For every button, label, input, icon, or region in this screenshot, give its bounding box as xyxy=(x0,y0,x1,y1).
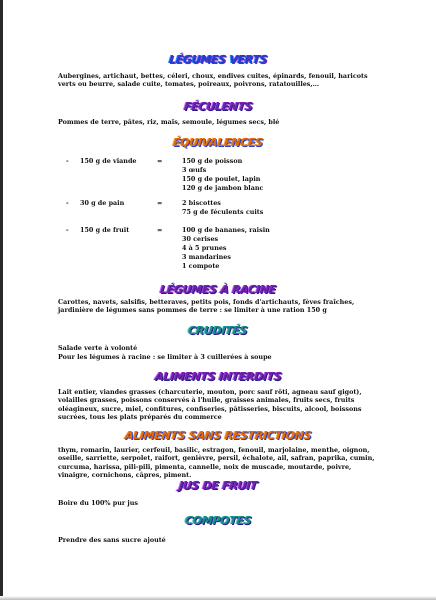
equivalence-dash: - xyxy=(66,226,69,234)
paragraph-aliments-interdits: Lait entier, viandes grasses (charcuterie, mouton, porc sauf rôti, agneau sauf gigot), volailles grasses, poissons conservés à l'huile, graisses animales, fruits secs, fruits oléagineux, sucre, miel, confitures, confiseries, pâtisseries, biscuits, alcool, boissons sucrées, tous les plats préparés du commerce xyxy=(58,388,362,422)
equivalence-value: 4 à 5 prunes xyxy=(182,244,227,252)
paragraph-feculents: Pommes de terre, pâtes, riz, maïs, semoule, légumes secs, blé xyxy=(58,118,280,126)
heading-legumes-racine: LÉGUMES À RACINE xyxy=(159,283,277,296)
equivalence-value: 150 g de poulet, lapin xyxy=(182,175,261,183)
heading-jus-de-fruit: JUS DE FRUIT xyxy=(178,479,258,492)
heading-crudites: CRUDITÉS xyxy=(187,324,249,337)
equivalence-equals: = xyxy=(157,199,163,207)
equivalence-value: 1 compote xyxy=(182,262,220,270)
paragraph-crudites-1: Salade verte à volonté xyxy=(58,344,138,352)
heading-compotes: COMPOTES xyxy=(184,514,252,527)
paragraph-crudites-2: Pour les légumes à racine : se limiter à 3 cuillerées à soupe xyxy=(58,353,272,361)
paragraph-legumes-verts: Aubergines, artichaut, bettes, céleri, choux, endives cuites, épinards, fenouil, haricots verts ou beurre, salade cuite, tomates, poireaux, poivrons, ratatouilles,… xyxy=(58,72,368,89)
heading-aliments-sans-restrictions: ALIMENTS SANS RESTRICTIONS xyxy=(124,429,312,442)
equivalence-dash: - xyxy=(66,199,69,207)
equivalence-value: 75 g de féculents cuits xyxy=(182,208,264,216)
equivalence-value: 100 g de bananes, raisin xyxy=(182,226,270,234)
scan-edge-bottom xyxy=(0,596,436,600)
heading-equivalences: ÉQUIVALENCES xyxy=(172,136,264,149)
equivalence-label: 150 g de fruit xyxy=(80,226,130,234)
equivalence-value: 120 g de jambon blanc xyxy=(182,184,264,192)
equivalence-value: 30 cerises xyxy=(182,235,219,243)
paragraph-jus-de-fruit: Boire du 100% pur jus xyxy=(58,499,138,507)
heading-aliments-interdits: ALIMENTS INTERDITS xyxy=(154,370,283,383)
equivalence-label: 30 g de pain xyxy=(80,199,125,207)
paragraph-legumes-racine: Carottes, navets, salsifis, betteraves, petits pois, fonds d'artichauts, fèves fraîches, jardinière de légumes sans pommes de terre : se limiter à une ration 150 g xyxy=(58,298,355,315)
equivalence-value: 3 œufs xyxy=(182,166,207,174)
equivalence-label: 150 g de viande xyxy=(80,157,137,165)
equivalence-value: 3 mandarines xyxy=(182,253,231,261)
equivalence-dash: - xyxy=(66,157,69,165)
paragraph-compotes: Prendre des sans sucre ajouté xyxy=(58,536,166,544)
heading-legumes-verts: LÉGUMES VERTS xyxy=(168,53,268,66)
equivalence-equals: = xyxy=(157,157,163,165)
equivalence-value: 2 biscottes xyxy=(182,199,221,207)
scan-edge-left xyxy=(0,0,3,600)
equivalence-equals: = xyxy=(157,226,163,234)
paragraph-aliments-sans-restrictions: thym, romarin, laurier, cerfeuil, basilic, estragon, fenouil, marjolaine, menthe, oignon, oseille, sarriette, serpolet, raifort, genièvre, persil, échalote, ail, safran, paprika, cumin, curcuma, harissa, pili-pili, pimenta, cannelle, noix de muscade, moutarde, poivre, vinaigre, cornichons, câpres, piment. xyxy=(58,446,375,480)
equivalence-value: 150 g de poisson xyxy=(182,157,243,165)
heading-feculents: FÉCULENTS xyxy=(183,100,253,113)
